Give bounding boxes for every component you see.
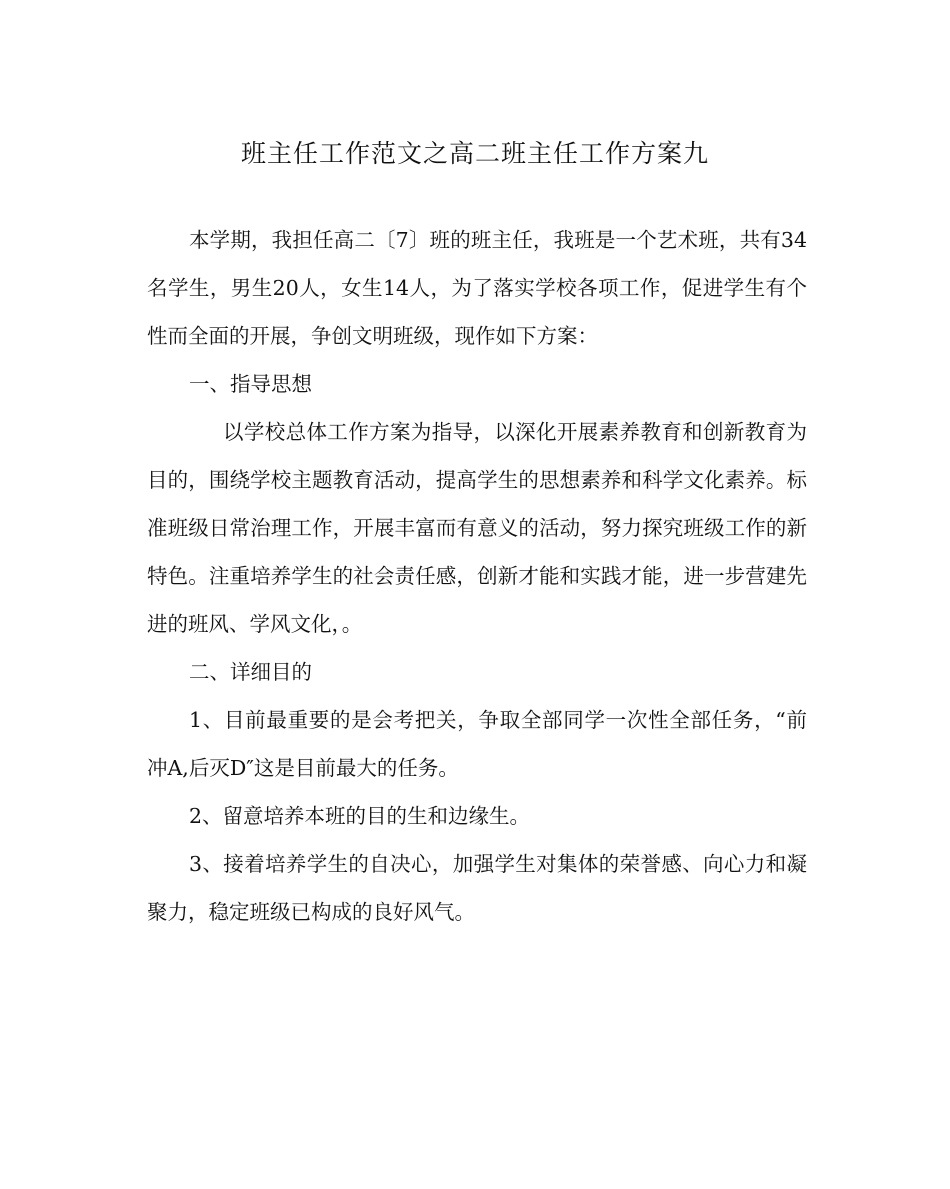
paragraph-goal-1: 1、目前最重要的是会考把关，争取全部同学一次性全部任务，“前冲A,后灭D″这是目前最大的任务。 xyxy=(147,708,807,780)
paragraph-guiding-ideology: 以学校总体工作方案为指导，以深化开展素养教育和创新教育为目的，围绕学校主题教育活动，提高学生的思想素养和科学文化素养。标准班级日常治理工作，开展丰富而有意义的活动，努力探究班级工作的新特色。注重培养学生的社会责任感，创新才能和实践才能，进一步营建先进的班风、学风文化，。 xyxy=(147,420,807,636)
paragraph-goal-2: 2、留意培养本班的目的生和边缘生。 xyxy=(189,804,531,828)
paragraph-goal-3: 3、接着培养学生的自决心，加强学生对集体的荣誉感、向心力和凝聚力，稳定班级已构成的良好风气。 xyxy=(147,852,807,924)
heading-guiding-ideology: 一、指导思想 xyxy=(189,372,312,396)
heading-detailed-goals: 二、详细目的 xyxy=(189,660,312,684)
document-body xyxy=(147,216,807,936)
paragraph-intro: 本学期，我担任高二〔7〕班的班主任，我班是一个艺术班，共有34名学生，男生20人，女生14人，为了落实学校各项工作，促进学生有个性而全面的开展，争创文明班级，现作如下方案： xyxy=(147,228,807,348)
document-title: 班主任工作范文之高二班主任工作方案九 xyxy=(240,139,709,168)
